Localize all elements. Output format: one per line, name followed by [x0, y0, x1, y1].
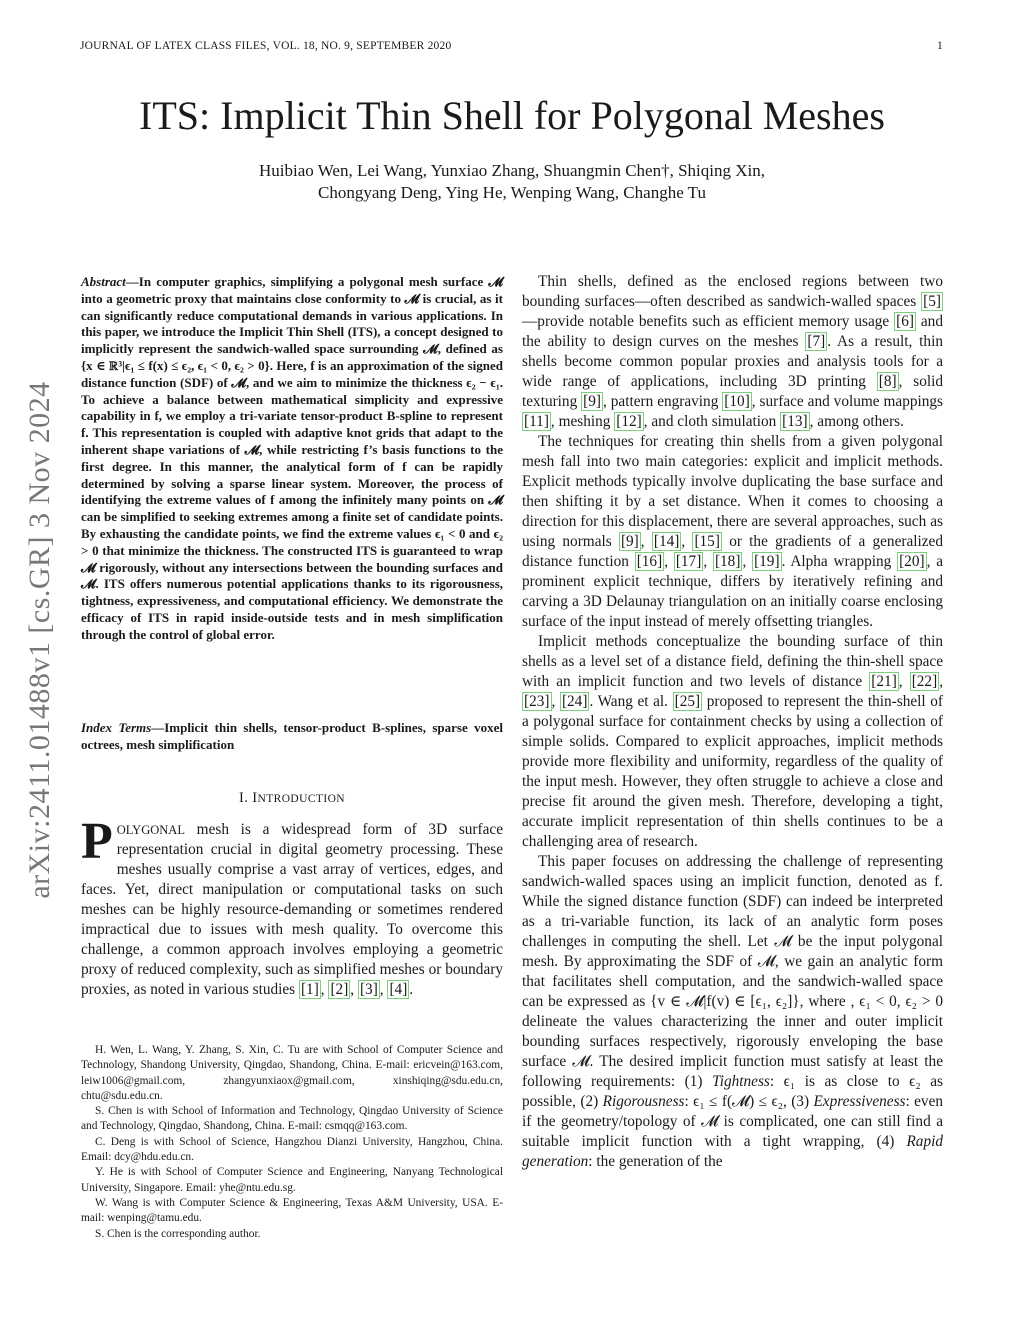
section-title-rest: NTRODUCTION	[257, 793, 345, 805]
citation-link[interactable]: [9]	[583, 393, 602, 410]
running-header: JOURNAL OF LATEX CLASS FILES, VOL. 18, NO. 9, SEPTEMBER 2020	[80, 40, 452, 52]
footnote: C. Deng is with School of Science, Hangzhou Dianzi University, Hangzhou, China. Email: dcy@hdu.edu.cn.	[81, 1135, 503, 1164]
footnote: S. Chen is with School of Information and Technology, Qingdao University of Science and Technology, Qingdao, Shandong, China. E-mail: csmqq@163.com.	[81, 1105, 503, 1133]
citation-link[interactable]: [14]	[653, 533, 680, 550]
right-column	[522, 272, 943, 1172]
intro-lead-caps: OLYGONAL	[116, 823, 185, 837]
citation-link[interactable]: [7]	[807, 333, 826, 350]
citation-link[interactable]: [22]	[911, 673, 938, 690]
citation-link[interactable]: [25]	[674, 693, 701, 710]
abstract-label: Abstract	[81, 274, 126, 289]
author-line-2: Chongyang Deng, Ying He, Wenping Wang, Changhe Tu	[318, 183, 706, 202]
affiliation-footnotes	[81, 1043, 503, 1242]
citation-link[interactable]: [16]	[636, 553, 663, 570]
citation-link[interactable]: [3]	[359, 981, 378, 998]
section-heading	[81, 790, 503, 807]
citation-link[interactable]: [24]	[561, 693, 588, 710]
citation-link[interactable]: [8]	[878, 373, 897, 390]
intro-paragraph: POLYGONAL mesh is a widespread form of 3D surface representation crucial in digital geometry processing. These meshes usually comprise a vast array of vertices, edges, and faces. Yet, direct manipulation or computational tasks on such meshes can be highly resource-demanding or sometimes rendered impractical due to issues with mesh quality. To overcome this challenge, a common approach involves employing a geometric proxy of reduced complexity, such as simplified meshes or boundary proxies, as noted in various studies [1] , [2] , [3] , [4] .	[81, 813, 503, 998]
citation-link[interactable]: [4]	[389, 981, 408, 998]
footnote: Y. He is with School of Computer Science and Engineering, Nanyang Technological University, Singapore. Email: yhe@ntu.edu.sg.	[81, 1166, 503, 1194]
abstract	[81, 274, 503, 644]
index-terms	[81, 720, 503, 754]
footnote: S. Chen is the corresponding author.	[95, 1227, 261, 1240]
body-paragraph: The techniques for creating thin shells from a given polygonal mesh fall into two main categories: explicit and implicit methods. Explicit methods typically involve duplicating the base surface and then shifting it by a set distance. When it comes to choosing a direction for this displacement, there are several approaches, such as using normals [9] , [14] , [15] or the gradients of a generalized distance function [16] , [17] , [18] , [19] . Alpha wrapping [20] , a prominent explicit technique, differs by iteratively refining and carving a 3D Delaunay triangulation on an initially coarse enclosing surface of the input instead of merely offsetting triangles.	[522, 433, 943, 630]
citation-link[interactable]: [10]	[724, 393, 750, 410]
citation-link[interactable]: [19]	[754, 553, 780, 570]
author-line-1: Huibiao Wen, Lei Wang, Yunxiao Zhang, Shuangmin Chen†, Shiqing Xin,	[259, 161, 765, 180]
drop-cap: P	[81, 813, 113, 870]
citation-link[interactable]: [23]	[524, 693, 550, 710]
citation-link[interactable]: [18]	[714, 553, 741, 570]
section-title-first: I	[252, 790, 258, 806]
citation-link[interactable]: [15]	[694, 533, 720, 550]
intro-text: mesh is a widespread form of 3D surface representation crucial in digital geometry processing. These meshes usually comprise a vast array of vertices, edges, and faces. Yet, direct manipulation or computational tasks on such meshes can be highly resource-demanding or sometimes rendered impractical due to issues with mesh quality. To overcome this challenge, a common approach involves employing a geometric proxy of reduced complexity, such as simplified meshes or boundary proxies, as noted in various studies	[81, 821, 503, 998]
citation-link[interactable]: [21]	[871, 673, 897, 690]
citation-link[interactable]: [13]	[782, 413, 808, 430]
requirement-term: Expressiveness	[813, 1093, 906, 1110]
requirement-term: Rapid generation	[522, 1133, 943, 1170]
paper-title: ITS: Implicit Thin Shell for Polygonal Meshes	[139, 93, 885, 138]
citation-link[interactable]: [11]	[524, 413, 549, 430]
page-number: 1	[937, 40, 943, 52]
body-paragraph: Implicit methods conceptualize the bounding surface of thin shells as a level set of a distance field, defining the thin-shell space with an implicit function and two levels of distance [21] , [22] , [23] , [24] . Wang et al. [25] proposed to represent the thin-shell of a polygonal surface for containment checks by using a collection of simple solids. Compared to explicit approaches, implicit methods provide more flexibility and uniformity, regardless of the quality of the input mesh. However, they often struggle to achieve a close and precise fit around the given mesh. Therefore, developing a tight, accurate implicit representation of thin shells continues to be a challenging area of research.	[522, 633, 944, 850]
arxiv-stamp: arXiv:2411.01488v1 [cs.GR] 3 Nov 2024	[23, 381, 56, 899]
author-list	[0, 160, 1024, 204]
citation-link[interactable]: [5]	[923, 293, 941, 310]
citation-link[interactable]: [1]	[300, 981, 319, 998]
abstract-text: —In computer graphics, simplifying a polygonal mesh surface 𝓜 into a geometric proxy that maintains close conformity to 𝓜 is crucial, as it can significantly reduce computational demands in various applications. In this paper, we introduce the Implicit Thin Shell (ITS), a concept designed to implicitly represent the sandwich-walled space surrounding 𝓜, defined as {x ∈ ℝ³|ϵ₁ ≤ f(x) ≤ ϵ₂, ϵ₁ < 0, ϵ₂ > 0}. Here, f is an approximation of the signed distance function (SDF) of 𝓜, and we aim to minimize the thickness ϵ₂ − ϵ₁. To achieve a balance between mathematical simplicity and expressive capability in f, we employ a tri-variate tensor-product B-spline to represent f. This representation is coupled with adaptive knot grids that adapt to the inherent shape variations of 𝓜, while restricting f’s basis functions to the first degree. In this manner, the analytical form of f can be rapidly determined by solving a sparse linear system. Moreover, the process of identifying the extreme values of f among the infinitely many points on 𝓜 can be simplified to seeking extremes among a finite set of candidate points. By exhausting the candidate points, we find the extreme values ϵ₁ < 0 and ϵ₂ > 0 that minimize the thickness. The constructed ITS is guaranteed to wrap 𝓜 rigorously, without any intersections between the bounding surfaces and 𝓜. ITS offers numerous potential applications thanks to its rigorousness, tightness, expressiveness, and computational efficiency. We demonstrate the efficacy of ITS in rapid inside-outside tests and in mesh simplification through the control of global error.	[81, 274, 503, 642]
citation-link[interactable]: [2]	[330, 981, 349, 998]
index-terms-label: Index Terms	[81, 720, 152, 735]
footnote: H. Wen, L. Wang, Y. Zhang, S. Xin, C. Tu are with School of Computer Science and Technology, Shandong University, Qingdao, Shandong, China. E-mail: ericvein@163.com, leiw1006@gmail.com, zhangyunxiaox@gmail.com, xinshiqing@sdu.edu.cn, chtu@sdu.edu.cn.	[81, 1044, 503, 1102]
citation-link[interactable]: [20]	[899, 553, 925, 570]
requirement-term: Rigorousness	[602, 1093, 685, 1110]
index-terms-text: —Implicit thin shells, tensor-product B-splines, sparse voxel octrees, mesh simplification	[81, 720, 503, 752]
citation-link[interactable]: [17]	[675, 553, 702, 570]
body-paragraph: This paper focuses on addressing the challenge of representing sandwich-walled spaces using an implicit function, denoted as f. While the signed distance function (SDF) can indeed be interpreted as a tri-variable function, its lack of an analytic form poses challenges in computing the shell. Let 𝓜 be the input polygonal mesh. By approximating the SDF of 𝓜, we gain an analytic form that facilitates shell computation, and the sandwich-walled space can be expressed as {v ∈ 𝓜|f(v) ∈ [ϵ₁, ϵ₂]}, where , ϵ₁ < 0, ϵ₂ > 0 delineate the values characterizing the inner and outer implicit bounding surfaces respectively, rigorously enveloping the base surface 𝓜. The desired implicit function must satisfy at least the following requirements: (1) Tightness: ϵ₁ is as close to ϵ₂ as possible, (2) Rigorousness: ϵ₁ ≤ f(𝓜) ≤ ϵ₂, (3) Expressiveness: even if the geometry/topology of 𝓜 is complicated, one can still find a suitable implicit function with a tight wrapping, (4) Rapid generation: the generation of the	[522, 853, 944, 1170]
citation-link[interactable]: [12]	[616, 413, 642, 430]
citation-link[interactable]: [6]	[896, 313, 914, 330]
requirement-term: Tightness	[712, 1073, 770, 1090]
citation-link[interactable]: [9]	[620, 533, 639, 550]
body-paragraph: Thin shells, defined as the enclosed regions between two bounding surfaces—often described as sandwich-walled spaces [5]—provide notable benefits such as efficient memory usage [6] and the ability to design curves on the meshes [7] . As a result, thin shells become common popular proxies and analysis tools for a wide range of applications, including 3D printing [8] , solid texturing [9] , pattern engraving [10] , surface and volume mappings [11] , meshing [12] , and cloth simulation [13] , among others.	[522, 273, 943, 430]
footnote: W. Wang is with Computer Science & Engineering, Texas A&M University, USA. E-mail: wenping@tamu.edu.	[81, 1196, 503, 1225]
section-number: I.	[239, 790, 249, 806]
